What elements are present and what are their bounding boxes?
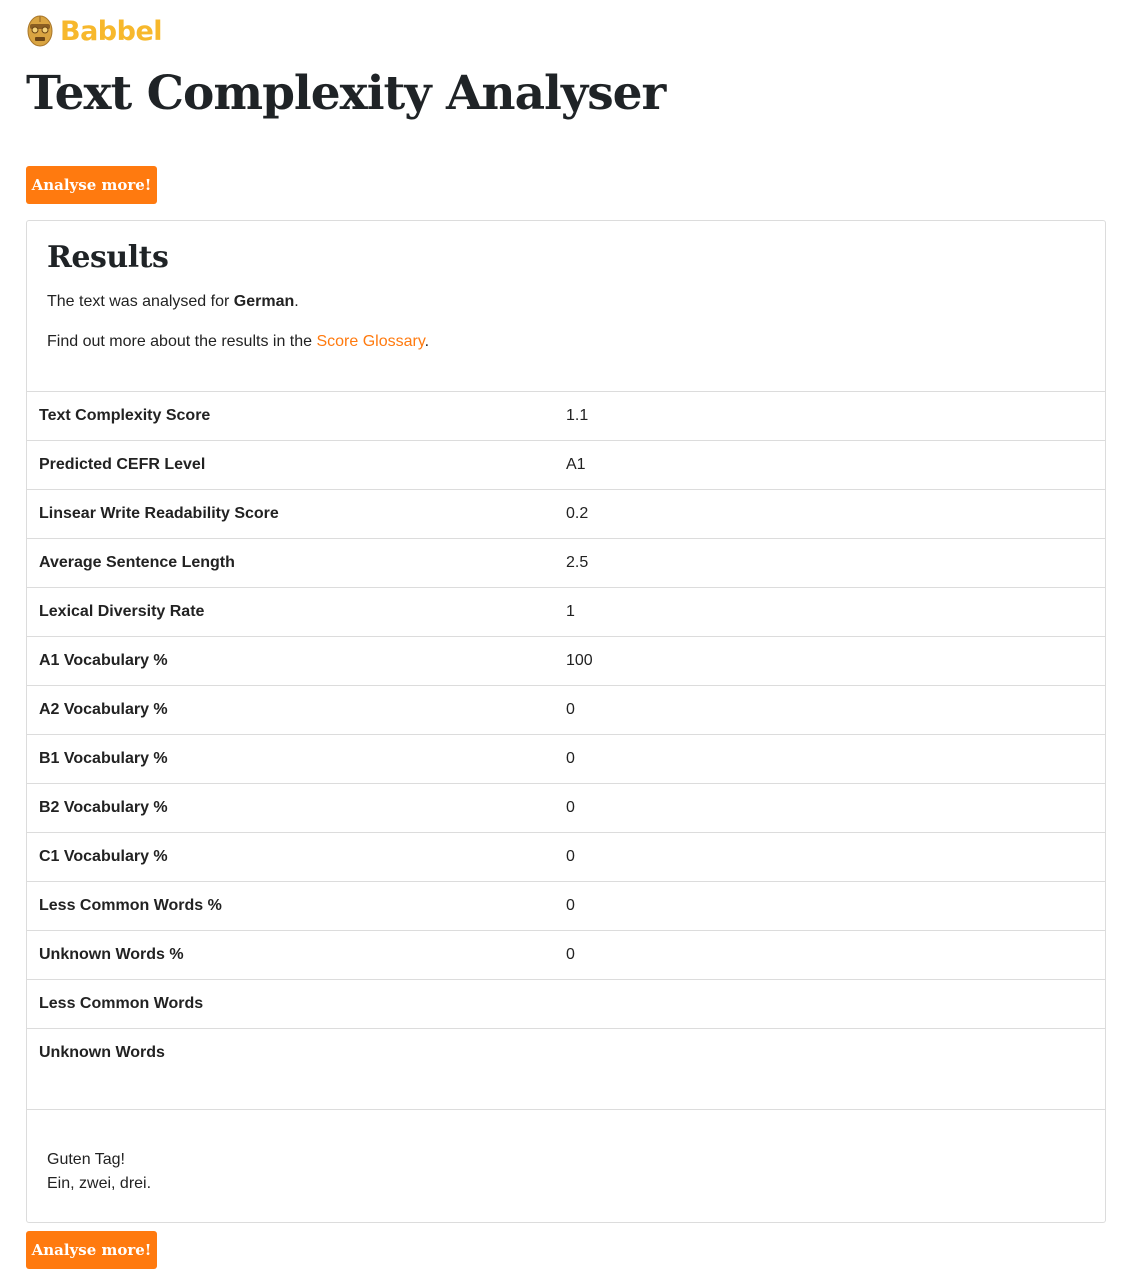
row-label: Linsear Write Readability Score bbox=[39, 505, 279, 522]
language-note bbox=[47, 290, 1085, 330]
table-row bbox=[27, 735, 1105, 784]
results-title: Results bbox=[47, 240, 169, 275]
table-row bbox=[27, 539, 1105, 588]
robot-face-icon bbox=[26, 14, 54, 48]
table-row bbox=[27, 490, 1105, 539]
table-row bbox=[27, 686, 1105, 735]
row-value: 0 bbox=[566, 750, 575, 767]
row-value: 0 bbox=[566, 799, 575, 816]
brand-logo-text: Babbel bbox=[60, 15, 163, 47]
row-value: 0 bbox=[566, 897, 575, 914]
row-label: B1 Vocabulary % bbox=[39, 750, 168, 767]
table-row bbox=[27, 980, 1105, 1029]
analyse-more-button-bottom[interactable]: Analyse more! bbox=[26, 1231, 157, 1269]
row-label: Predicted CEFR Level bbox=[39, 456, 206, 473]
glossary-note bbox=[47, 330, 1085, 370]
row-label: B2 Vocabulary % bbox=[39, 799, 168, 816]
analysed-text-line: Guten Tag! bbox=[47, 1151, 125, 1168]
glossary-suffix: . bbox=[424, 333, 430, 350]
analysed-language: German bbox=[233, 293, 295, 310]
row-value: 0 bbox=[566, 848, 575, 865]
table-row bbox=[27, 882, 1105, 931]
row-label: Text Complexity Score bbox=[39, 407, 211, 424]
row-label: Less Common Words % bbox=[39, 897, 222, 914]
row-label: Lexical Diversity Rate bbox=[39, 603, 205, 620]
analysed-text-line: Ein, zwei, drei. bbox=[47, 1175, 152, 1192]
table-row bbox=[27, 833, 1105, 882]
table-row bbox=[27, 588, 1105, 637]
table-row bbox=[27, 931, 1105, 980]
header bbox=[26, 13, 162, 49]
language-prefix: The text was analysed for bbox=[47, 293, 234, 310]
table-row bbox=[27, 441, 1105, 490]
table-row bbox=[27, 637, 1105, 686]
page-title: Text Complexity Analyser bbox=[26, 66, 666, 121]
row-value: A1 bbox=[566, 456, 586, 473]
row-label: Unknown Words % bbox=[39, 946, 184, 963]
results-card bbox=[26, 220, 1106, 1223]
row-label: Average Sentence Length bbox=[39, 554, 235, 571]
row-value: 100 bbox=[566, 652, 593, 669]
language-suffix: . bbox=[294, 293, 299, 310]
row-value: 0.2 bbox=[566, 505, 589, 522]
row-label: C1 Vocabulary % bbox=[39, 848, 168, 865]
row-value: 1 bbox=[566, 603, 575, 620]
row-label: A2 Vocabulary % bbox=[39, 701, 168, 718]
row-value: 1.1 bbox=[566, 407, 589, 424]
results-intro bbox=[27, 221, 1105, 392]
row-value: 0 bbox=[566, 946, 575, 963]
row-value: 2.5 bbox=[566, 554, 589, 571]
results-table bbox=[27, 392, 1105, 1110]
row-label: Unknown Words bbox=[39, 1044, 165, 1061]
analyse-more-button-top[interactable]: Analyse more! bbox=[26, 166, 157, 204]
score-glossary-link[interactable]: Score Glossary bbox=[316, 333, 425, 350]
glossary-prefix: Find out more about the results in the bbox=[47, 333, 317, 350]
analysed-text bbox=[27, 1110, 1105, 1196]
table-row bbox=[27, 392, 1105, 441]
table-row bbox=[27, 784, 1105, 833]
row-label: A1 Vocabulary % bbox=[39, 652, 168, 669]
table-row bbox=[27, 1029, 1105, 1110]
row-label: Less Common Words bbox=[39, 995, 204, 1012]
row-value: 0 bbox=[566, 701, 575, 718]
